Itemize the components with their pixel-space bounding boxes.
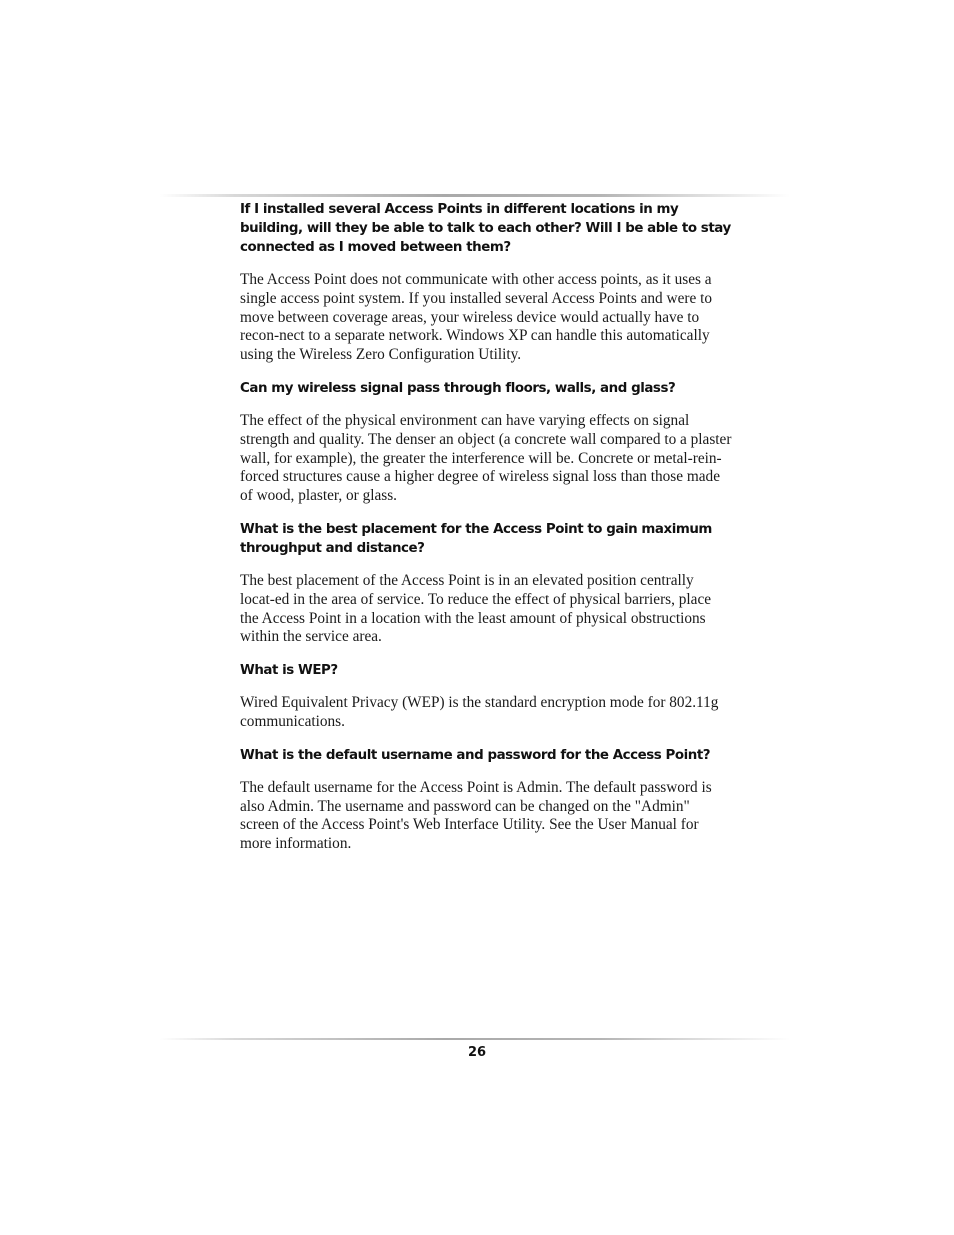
faq-question: If I installed several Access Points in different locations in my building, will they be able to talk to each other? Will I be able to stay connected as I moved between them?: [240, 202, 731, 255]
faq-item-signal-obstacles: [240, 379, 732, 506]
faq-question: Can my wireless signal pass through floors, walls, and glass?: [240, 380, 676, 396]
footer-divider: [160, 1038, 790, 1040]
faq-item-wep: [240, 661, 732, 732]
faq-answer: The Access Point does not communicate with other access points, as it uses a single access point system. If you installed several Access Points and were to move between coverage areas, your wireless device would actually have to recon-nect to a separate network. Windows XP can handle this automatically using the Wireless Zero Configuration Utility.: [240, 271, 712, 364]
faq-question: What is WEP?: [240, 663, 338, 679]
faq-answer: The default username for the Access Point is Admin. The default password is also Admin. The username and password can be changed on the "Admin" screen of the Access Point's Web Interface Utility. See the User Manual for more information.: [240, 778, 712, 853]
page-number: 26: [467, 1045, 487, 1060]
faq-answer: Wired Equivalent Privacy (WEP) is the standard encryption mode for 802.11g communications.: [240, 694, 719, 730]
faq-item-multiple-access-points: [240, 200, 732, 365]
header-divider: [160, 194, 790, 197]
faq-question: What is the best placement for the Access Point to gain maximum throughput and distance?: [240, 521, 712, 556]
faq-section: [240, 200, 732, 868]
faq-answer: The best placement of the Access Point is in an elevated position centrally locat-ed in the area of service. To reduce the effect of physical barriers, place the Access Point in a location with the least amount of physical obstructions within the service area.: [240, 571, 712, 646]
faq-question: What is the default username and password for the Access Point?: [240, 747, 711, 763]
faq-answer: The effect of the physical environment can have varying effects on signal strength and quality. The denser an object (a concrete wall compared to a plaster wall, for example), the greater the interference will be. Concrete or metal-rein-forced structures cause a higher degree of wireless signal loss than those made of wood, plaster, or glass.: [240, 411, 732, 505]
faq-item-best-placement: [240, 520, 732, 647]
faq-item-default-credentials: [240, 746, 732, 854]
